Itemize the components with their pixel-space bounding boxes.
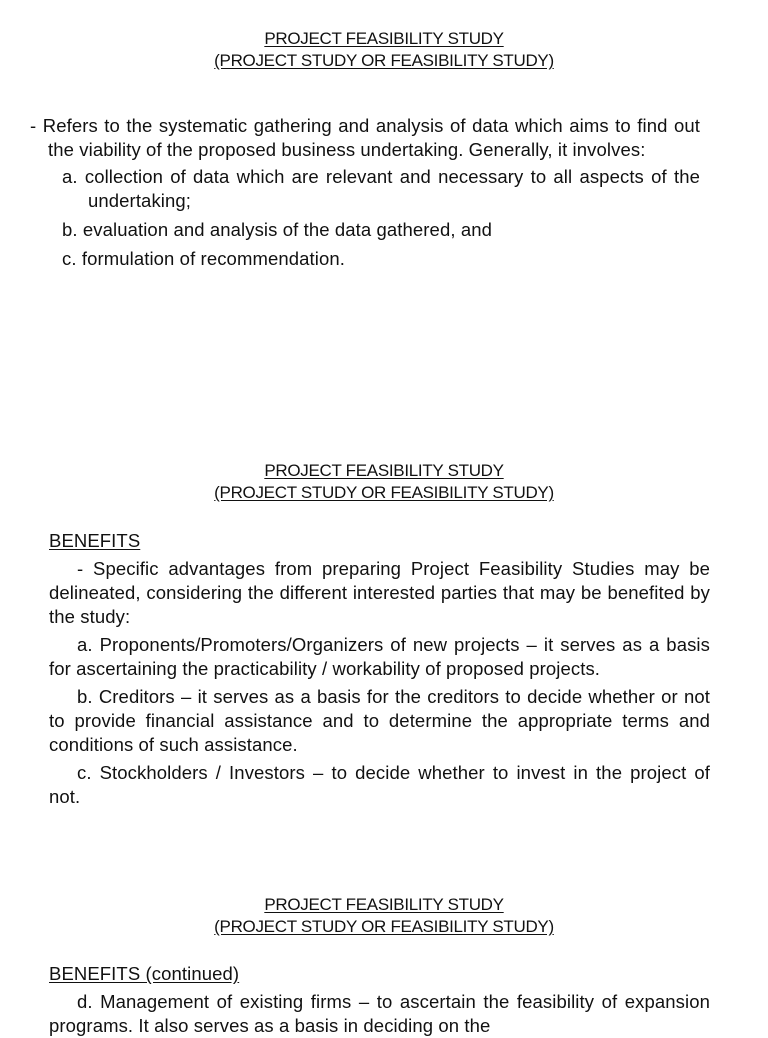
slide-1-item-c: c. formulation of recommendation. xyxy=(62,248,345,269)
slide-1-item-a: a. collection of data which are relevant and necessary to all aspects of the undertaking; xyxy=(62,166,700,211)
slide-1-item-b: b. evaluation and analysis of the data gathered, and xyxy=(62,219,492,240)
slide-3 xyxy=(0,894,768,1036)
slide-2-item-b: b. Creditors – it serves as a basis for the creditors to decide whether or not to provide financial assistance and to determine the appropriate terms and conditions of such assistance. xyxy=(49,686,710,755)
slide-3-title-line-1: PROJECT FEASIBILITY STUDY xyxy=(264,895,504,914)
slide-3-body xyxy=(49,962,710,1038)
slide-2-title-line-1: PROJECT FEASIBILITY STUDY xyxy=(264,461,504,480)
slide-1-intro: - Refers to the systematic gathering and analysis of data which aims to find out the viability of the proposed business undertaking. Generally, it involves: xyxy=(30,115,700,160)
slide-2-title xyxy=(0,460,768,504)
slide-1-title xyxy=(0,28,768,72)
slide-2 xyxy=(0,460,768,807)
slide-1 xyxy=(0,28,768,269)
slide-3-item-d: d. Management of existing firms – to ascertain the feasibility of expansion programs. It also serves as a basis in deciding on the xyxy=(49,991,710,1036)
slide-2-item-a: a. Proponents/Promoters/Organizers of new projects – it serves as a basis for ascertaining the practicability / workability of proposed projects. xyxy=(49,634,710,679)
slide-3-title-line-2: (PROJECT STUDY OR FEASIBILITY STUDY) xyxy=(214,917,554,936)
slide-2-title-line-2: (PROJECT STUDY OR FEASIBILITY STUDY) xyxy=(214,483,554,502)
slide-2-heading: BENEFITS xyxy=(49,530,141,551)
slide-1-title-line-1: PROJECT FEASIBILITY STUDY xyxy=(264,29,504,48)
slide-1-title-line-2: (PROJECT STUDY OR FEASIBILITY STUDY) xyxy=(214,51,554,70)
slide-1-body xyxy=(30,114,700,271)
slide-3-heading: BENEFITS (continued) xyxy=(49,963,240,984)
slide-2-item-c: c. Stockholders / Investors – to decide whether to invest in the project of not. xyxy=(49,762,710,807)
slide-3-title xyxy=(0,894,768,938)
slide-2-intro: - Specific advantages from preparing Project Feasibility Studies may be delineated, considering the different interested parties that may be benefited by the study: xyxy=(49,558,710,627)
slide-2-body xyxy=(49,529,710,809)
